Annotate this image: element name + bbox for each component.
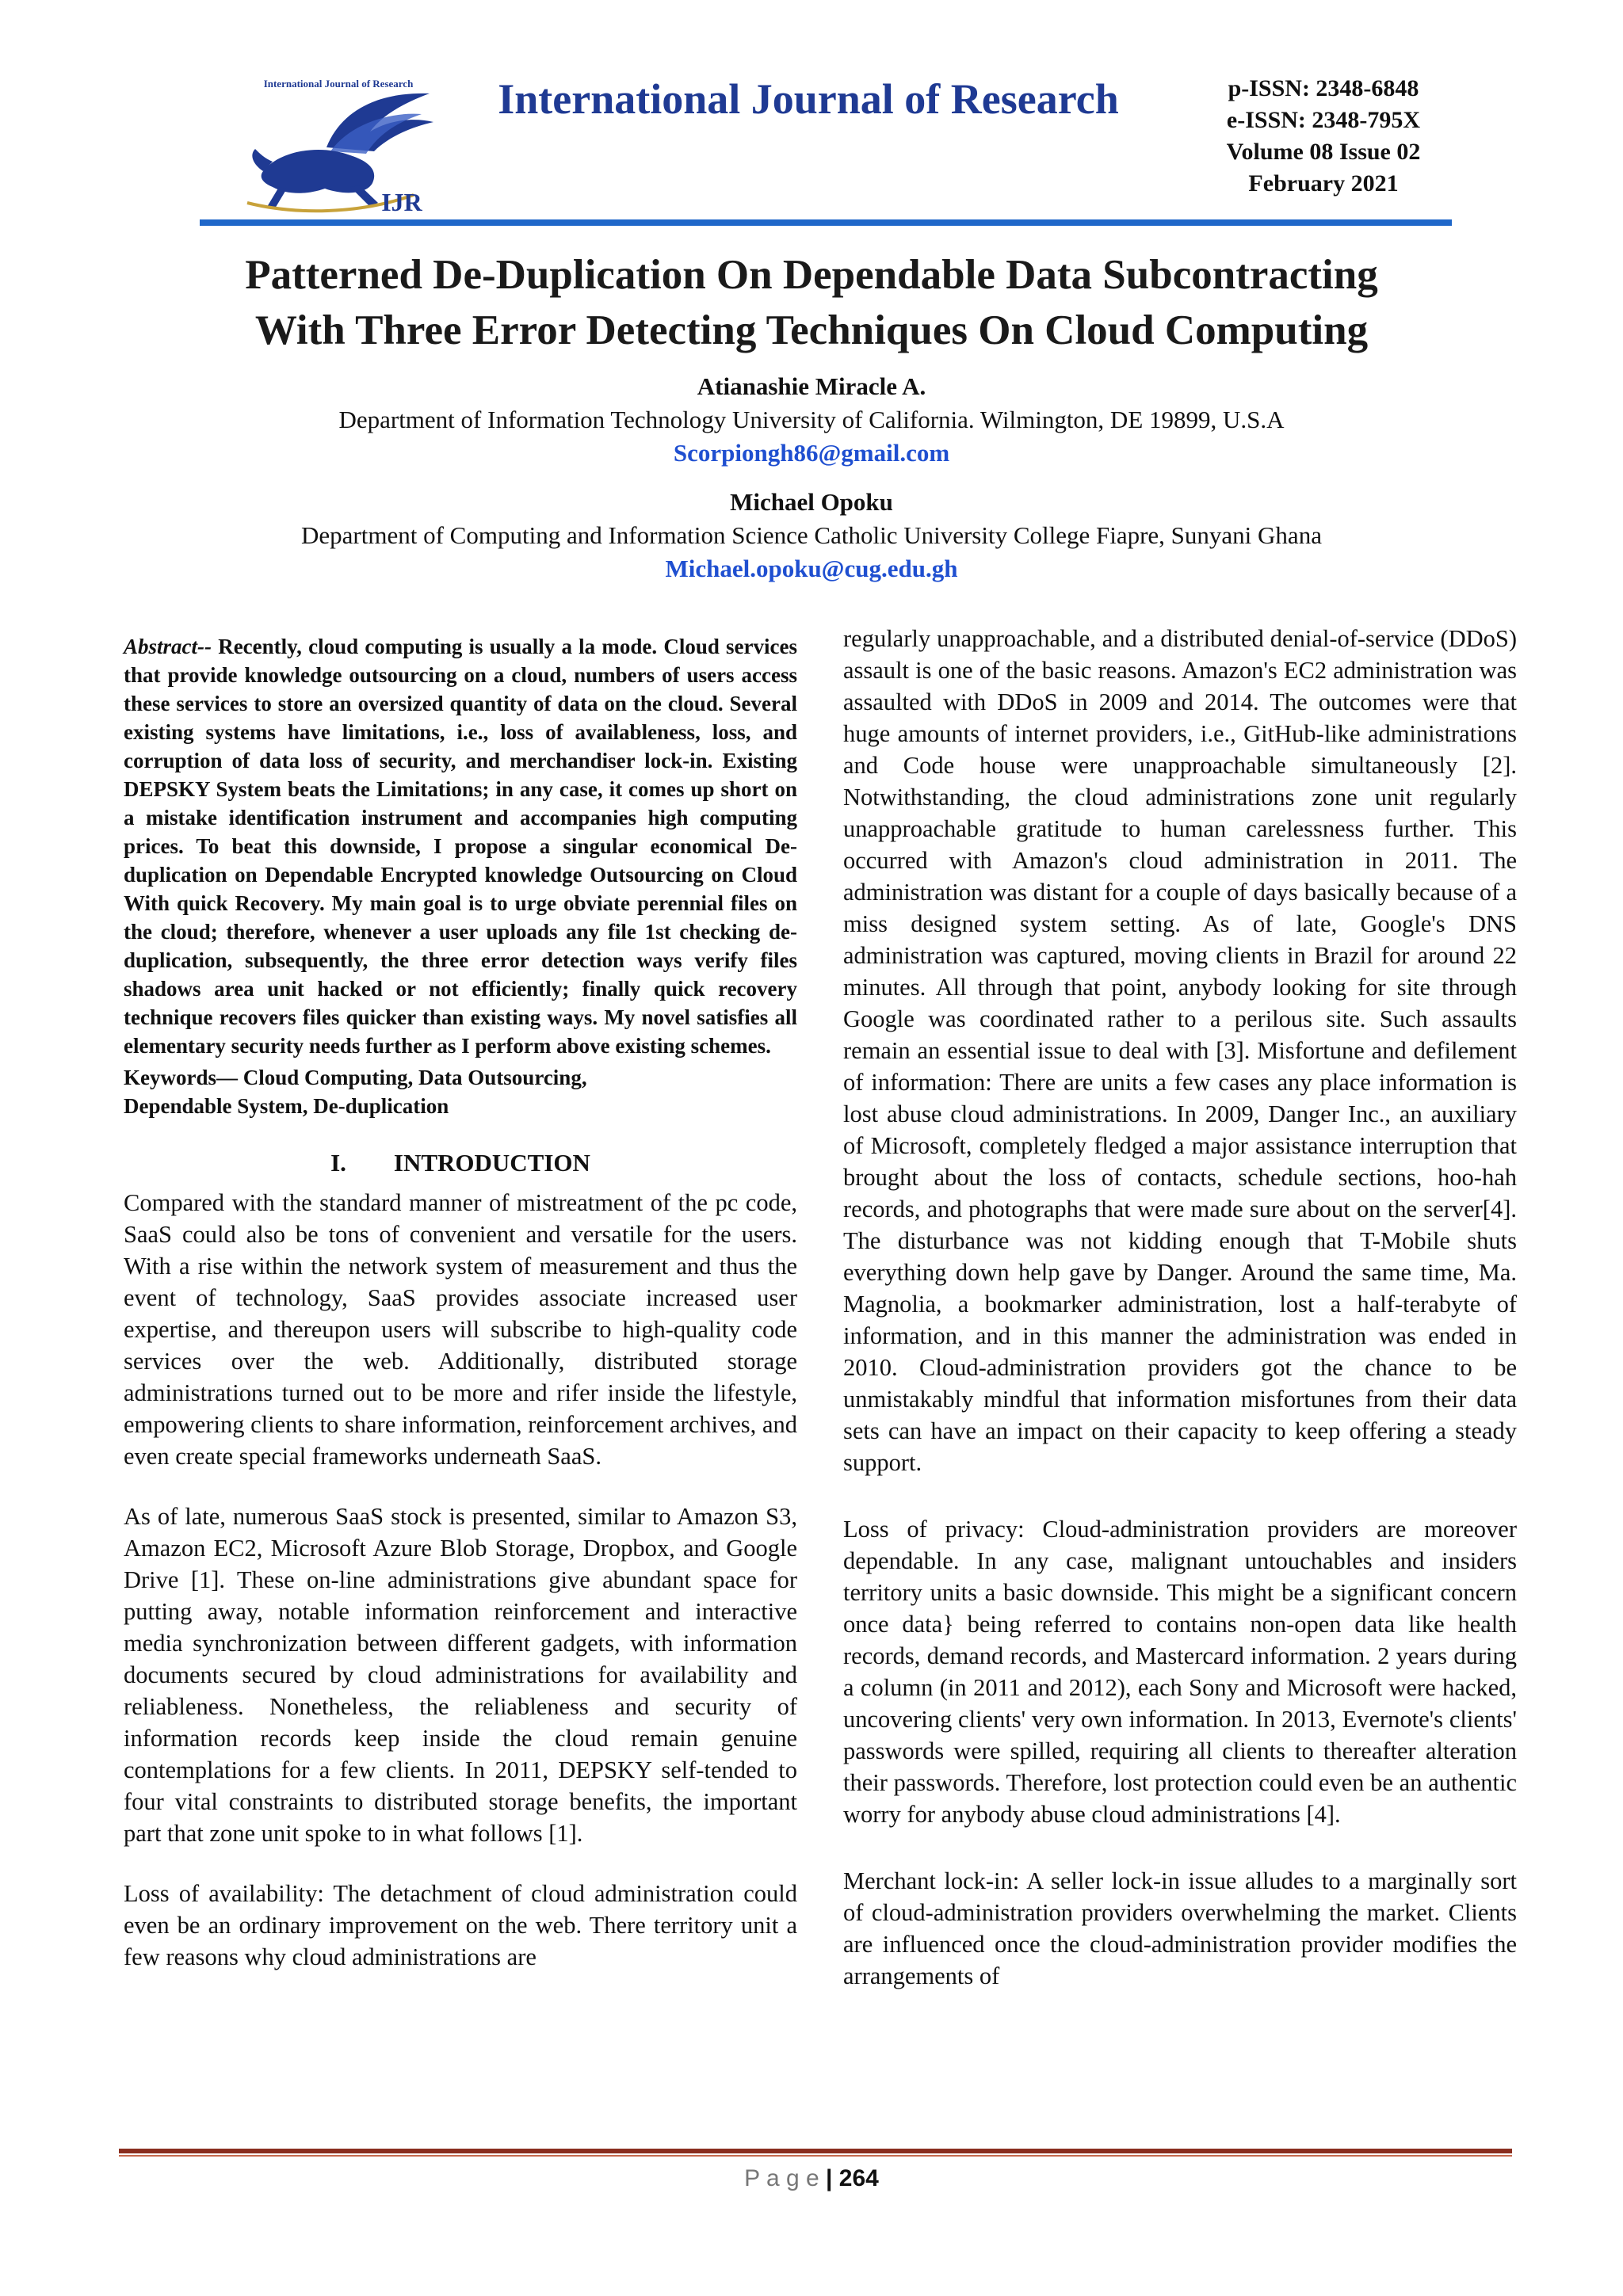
author-affiliation: Department of Information Technology University of California. Wilmington, DE 19899, U.S.A bbox=[338, 406, 1285, 433]
page-number bbox=[0, 2163, 1623, 2195]
right-column bbox=[843, 623, 1517, 1992]
abstract-body: Recently, cloud computing is usually a la mode. Cloud services that provide knowledge outsourcing on a cloud, numbers of users access these services to store an oversized quantity of data on the cloud. Several existing systems have limitations, i.e., loss of availableness, loss, and corruption of data loss of security, and merchandiser lock-in. Existing DEPSKY System beats the Limitations; in any case, it comes up short on a mistake identification instrument and accompanies high computing prices. To beat this downside, I propose a singular economical De-duplication on Dependable Encrypted knowledge Outsourcing on Cloud With quick Recovery. My main goal is to urge obviate perennial files on the cloud; therefore, whenever a user uploads any file 1st checking de-duplication, subsequently, the three error detection ways verify files shadows area unit hacked or not efficiently; finally quick recovery technique recovers files quicker than existing ways. My novel satisfies all elementary security needs further as I perform above existing schemes. bbox=[124, 635, 797, 1058]
paper-title-line-2: With Three Error Detecting Techniques On Cloud Computing bbox=[254, 307, 1369, 353]
keywords bbox=[124, 1063, 797, 1120]
keywords-line-1: Keywords— Cloud Computing, Data Outsourcing, bbox=[124, 1066, 587, 1089]
page-separator: | bbox=[826, 2165, 833, 2191]
author-email-link[interactable]: Michael.opoku@cug.edu.gh bbox=[665, 555, 958, 582]
journal-logo bbox=[231, 76, 445, 219]
paper-title bbox=[119, 247, 1504, 358]
paragraph: regularly unapproachable, and a distributed denial-of-service (DDoS) assault is one of the basic reasons. Amazon's EC2 administration was assaulted with DDoS in 2009 and 2014. The outcomes were that huge amounts of internet providers, i.e., GitHub-like administrations and Code house were unapproachable simultaneously [2]. Notwithstanding, the cloud administrations zone unit regularly unapproachable gratitude to human carelessness further. This occurred with Amazon's cloud administration in 2011. The administration was distant for a couple of days basically because of a miss designed system setting. As of late, Google's DNS administration was captured, moving clients in Brazil for around 22 minutes. All through that point, anybody looking for site through Google was coordinated rather to a perilous site. Such assaults remain an essential issue to deal with [3]. Misfortune and defilement of information: There are units a few cases any place information is lost abuse cloud administrations. In 2009, Danger Inc., an auxiliary of Microsoft, completely fledged a major assistance interruption that brought about the loss of contacts, schedule sections, hoo-hah records, and photographs that were made sure about on the server[4]. The disturbance was not kidding enough that T-Mobile shuts everything down help gave by Danger. Around the same time, Ma. Magnolia, a bookmarker administration, lost a half-terabyte of information, and in this manner the administration was ended in 2010. Cloud-administration providers got the chance to be unmistakably mindful that information misfortunes from their data sets can have an impact on their capacity to keep offering a steady support. bbox=[843, 625, 1517, 1476]
issue-info bbox=[1197, 73, 1450, 200]
abstract bbox=[124, 632, 797, 1060]
section-title: INTRODUCTION bbox=[393, 1149, 590, 1177]
footer-divider bbox=[119, 2149, 1512, 2153]
p-issn: p-ISSN: 2348-6848 bbox=[1228, 75, 1419, 101]
e-issn: e-ISSN: 2348-795X bbox=[1226, 107, 1421, 133]
paper-title-line-1: Patterned De-Duplication On Dependable Data Subcontracting bbox=[245, 252, 1378, 298]
pegasus-logo-icon bbox=[231, 76, 445, 219]
paragraph: Loss of availability: The detachment of cloud administration could even be an ordinary improvement on the web. There territory unit a few reasons why cloud administrations are bbox=[124, 1880, 797, 1970]
author-name: Atianashie Miracle A. bbox=[697, 372, 926, 400]
logo-caption: International Journal of Research bbox=[263, 78, 414, 90]
page-number-value: 264 bbox=[838, 2165, 879, 2191]
volume-issue: Volume 08 Issue 02 bbox=[1226, 139, 1421, 165]
paragraph: As of late, numerous SaaS stock is presented, similar to Amazon S3, Amazon EC2, Microsoft Azure Blob Storage, Dropbox, and Google Drive [1]. These on-line administrations give abundant space for putting away, notable information reinforcement and interactive media synchronization between different gadgets, with information documents secured by cloud administrations for availability and reliableness. Nonetheless, the reliableness and security of information records keep inside the cloud remain genuine contemplations for a few clients. In 2011, DEPSKY self-tended to four vital constraints to distributed storage benefits, the important part that zone unit spoke to in what follows [1]. bbox=[124, 1503, 797, 1847]
left-column bbox=[124, 632, 797, 1973]
section-heading bbox=[124, 1147, 797, 1179]
journal-title: International Journal of Research bbox=[498, 75, 1119, 123]
footer-divider-thin bbox=[119, 2155, 1512, 2157]
paragraph: Merchant lock-in: A seller lock-in issue alludes to a marginally sort of cloud-administration providers overwhelming the market. Clients are influenced once the cloud-administration provider modifies the arrangements of bbox=[843, 1867, 1517, 1989]
section-number: I. bbox=[330, 1149, 346, 1177]
keywords-line-2: Dependable System, De-duplication bbox=[124, 1094, 449, 1118]
paragraph: Compared with the standard manner of mistreatment of the pc code, SaaS could also be tons of convenient and versatile for the users. With a rise within the network system of measurement and thus the event of technology, SaaS provides associate increased user expertise, and thereupon users will subscribe to high-quality code services over the web. Additionally, distributed storage administrations turned out to be more and rifer inside the lifestyle, empowering clients to share information, reinforcement archives, and even create special frameworks underneath SaaS. bbox=[124, 1189, 797, 1470]
logo-ijr: IJR bbox=[381, 188, 422, 216]
paragraph: Loss of privacy: Cloud-administration providers are moreover dependable. In any case, malignant untouchables and insiders territory units a basic downside. This might be a significant concern once data} being referred to contains non-open data like health records, demand records, and Mastercard information. 2 years during a column (in 2011 and 2012), each Sony and Microsoft were hacked, uncovering clients' very own information. In 2013, Evernote's clients' passwords were spilled, requiring all clients to thereafter alteration their passwords. Therefore, lost protection could even be an authentic worry for anybody abuse cloud administrations [4]. bbox=[843, 1516, 1517, 1828]
header-divider bbox=[200, 219, 1452, 226]
abstract-label: Abstract-- bbox=[124, 635, 212, 658]
author-name: Michael Opoku bbox=[730, 488, 893, 516]
issue-date: February 2021 bbox=[1248, 170, 1399, 196]
author-affiliation: Department of Computing and Information Science Catholic University College Fiapre, Sunyani Ghana bbox=[301, 521, 1322, 549]
author-email-link[interactable]: Scorpiongh86@gmail.com bbox=[673, 439, 950, 467]
page-label: P a g e bbox=[744, 2165, 819, 2191]
